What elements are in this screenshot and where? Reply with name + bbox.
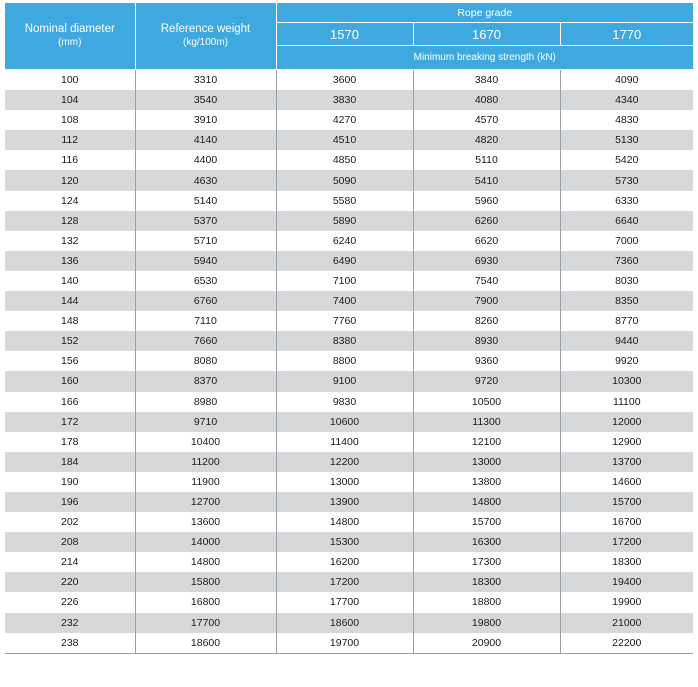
nominal-diameter-unit: (mm) (58, 37, 82, 48)
strength-1570-cell: 9830 (276, 392, 413, 412)
table-row (5, 432, 693, 452)
strength-1670-cell: 7540 (413, 271, 560, 291)
table-body (5, 70, 693, 654)
table-row (5, 211, 693, 231)
table-row (5, 452, 693, 472)
strength-1770-cell: 12000 (560, 412, 693, 432)
strength-1570-cell: 3600 (276, 70, 413, 91)
strength-1670-cell: 4570 (413, 110, 560, 130)
strength-1770-cell: 6640 (560, 211, 693, 231)
strength-1670-cell: 7900 (413, 291, 560, 311)
rope-specification-table-container (5, 3, 693, 654)
strength-1670-cell: 3840 (413, 70, 560, 91)
reference-weight-cell: 7660 (135, 331, 276, 351)
strength-1570-cell: 4510 (276, 130, 413, 150)
nominal-diameter-header (5, 3, 135, 70)
strength-1670-cell: 5110 (413, 150, 560, 170)
strength-1570-cell: 16200 (276, 552, 413, 572)
strength-1770-cell: 19400 (560, 572, 693, 592)
strength-1670-cell: 12100 (413, 432, 560, 452)
reference-weight-cell: 3310 (135, 70, 276, 91)
table-row (5, 170, 693, 190)
reference-weight-cell: 8080 (135, 351, 276, 371)
strength-1670-cell: 10500 (413, 392, 560, 412)
strength-1570-cell: 19700 (276, 633, 413, 654)
reference-weight-cell: 11900 (135, 472, 276, 492)
strength-1770-cell: 7000 (560, 231, 693, 251)
table-header (5, 3, 693, 70)
strength-1770-cell: 9440 (560, 331, 693, 351)
strength-1570-cell: 5890 (276, 211, 413, 231)
nominal-diameter-cell: 132 (5, 231, 135, 251)
nominal-diameter-cell: 214 (5, 552, 135, 572)
strength-1570-cell: 13000 (276, 472, 413, 492)
nominal-diameter-cell: 104 (5, 90, 135, 110)
nominal-diameter-cell: 144 (5, 291, 135, 311)
strength-1770-cell: 17200 (560, 532, 693, 552)
nominal-diameter-cell: 156 (5, 351, 135, 371)
strength-1770-cell: 7360 (560, 251, 693, 271)
strength-1670-cell: 9720 (413, 371, 560, 391)
strength-1770-cell: 8770 (560, 311, 693, 331)
rope-grade-header: Rope grade (276, 3, 693, 23)
nominal-diameter-cell: 128 (5, 211, 135, 231)
table-row (5, 371, 693, 391)
strength-1770-cell: 5730 (560, 170, 693, 190)
table-row (5, 291, 693, 311)
reference-weight-cell: 7110 (135, 311, 276, 331)
nominal-diameter-cell: 226 (5, 592, 135, 612)
strength-1570-cell: 5090 (276, 170, 413, 190)
reference-weight-cell: 5370 (135, 211, 276, 231)
table-row (5, 130, 693, 150)
strength-1670-cell: 20900 (413, 633, 560, 654)
reference-weight-cell: 4140 (135, 130, 276, 150)
strength-1670-cell: 8930 (413, 331, 560, 351)
table-row (5, 331, 693, 351)
table-row (5, 633, 693, 654)
strength-1670-cell: 13800 (413, 472, 560, 492)
strength-1770-cell: 22200 (560, 633, 693, 654)
strength-1770-cell: 19900 (560, 592, 693, 612)
reference-weight-cell: 3910 (135, 110, 276, 130)
nominal-diameter-cell: 116 (5, 150, 135, 170)
table-row (5, 592, 693, 612)
nominal-diameter-cell: 178 (5, 432, 135, 452)
strength-1770-cell: 21000 (560, 613, 693, 633)
table-row (5, 552, 693, 572)
nominal-diameter-cell: 232 (5, 613, 135, 633)
strength-1570-cell: 8380 (276, 331, 413, 351)
table-row (5, 231, 693, 251)
strength-1570-cell: 11400 (276, 432, 413, 452)
strength-1770-cell: 14600 (560, 472, 693, 492)
table-row (5, 311, 693, 331)
table-row (5, 613, 693, 633)
nominal-diameter-cell: 160 (5, 371, 135, 391)
strength-1570-cell: 3830 (276, 90, 413, 110)
strength-1570-cell: 6240 (276, 231, 413, 251)
strength-1770-cell: 16700 (560, 512, 693, 532)
strength-1670-cell: 6260 (413, 211, 560, 231)
reference-weight-cell: 4630 (135, 170, 276, 190)
strength-1770-cell: 13700 (560, 452, 693, 472)
rope-specification-table (5, 3, 693, 654)
reference-weight-cell: 10400 (135, 432, 276, 452)
strength-1770-cell: 10300 (560, 371, 693, 391)
strength-1570-cell: 13900 (276, 492, 413, 512)
strength-1770-cell: 15700 (560, 492, 693, 512)
strength-1670-cell: 9360 (413, 351, 560, 371)
reference-weight-cell: 14000 (135, 532, 276, 552)
nominal-diameter-cell: 120 (5, 170, 135, 190)
nominal-diameter-cell: 124 (5, 191, 135, 211)
strength-1570-cell: 14800 (276, 512, 413, 532)
strength-1570-cell: 7760 (276, 311, 413, 331)
strength-1570-cell: 5580 (276, 191, 413, 211)
nominal-diameter-cell: 152 (5, 331, 135, 351)
nominal-diameter-cell: 148 (5, 311, 135, 331)
reference-weight-cell: 3540 (135, 90, 276, 110)
strength-1770-cell: 5130 (560, 130, 693, 150)
grade-1670-header: 1670 (413, 23, 560, 46)
strength-1570-cell: 7400 (276, 291, 413, 311)
nominal-diameter-cell: 140 (5, 271, 135, 291)
table-row (5, 572, 693, 592)
nominal-diameter-cell: 202 (5, 512, 135, 532)
strength-1570-cell: 4270 (276, 110, 413, 130)
nominal-diameter-cell: 208 (5, 532, 135, 552)
strength-1670-cell: 16300 (413, 532, 560, 552)
strength-1670-cell: 18300 (413, 572, 560, 592)
table-row (5, 412, 693, 432)
nominal-diameter-cell: 136 (5, 251, 135, 271)
nominal-diameter-cell: 238 (5, 633, 135, 654)
reference-weight-cell: 5710 (135, 231, 276, 251)
strength-1770-cell: 4340 (560, 90, 693, 110)
nominal-diameter-cell: 100 (5, 70, 135, 91)
reference-weight-cell: 8980 (135, 392, 276, 412)
strength-1570-cell: 6490 (276, 251, 413, 271)
nominal-diameter-cell: 112 (5, 130, 135, 150)
strength-1570-cell: 17200 (276, 572, 413, 592)
reference-weight-cell: 14800 (135, 552, 276, 572)
strength-1770-cell: 8350 (560, 291, 693, 311)
strength-1770-cell: 6330 (560, 191, 693, 211)
reference-weight-cell: 12700 (135, 492, 276, 512)
reference-weight-cell: 17700 (135, 613, 276, 633)
strength-1670-cell: 18800 (413, 592, 560, 612)
strength-1570-cell: 9100 (276, 371, 413, 391)
strength-1670-cell: 4080 (413, 90, 560, 110)
grade-1770-header: 1770 (560, 23, 693, 46)
strength-1770-cell: 12900 (560, 432, 693, 452)
nominal-diameter-cell: 184 (5, 452, 135, 472)
table-row (5, 90, 693, 110)
nominal-diameter-cell: 172 (5, 412, 135, 432)
strength-1670-cell: 11300 (413, 412, 560, 432)
strength-1570-cell: 8800 (276, 351, 413, 371)
reference-weight-cell: 6530 (135, 271, 276, 291)
strength-1670-cell: 6620 (413, 231, 560, 251)
strength-1770-cell: 4090 (560, 70, 693, 91)
grade-1570-header: 1570 (276, 23, 413, 46)
strength-1570-cell: 4850 (276, 150, 413, 170)
strength-1670-cell: 6930 (413, 251, 560, 271)
table-row (5, 472, 693, 492)
reference-weight-cell: 5140 (135, 191, 276, 211)
reference-weight-cell: 11200 (135, 452, 276, 472)
strength-1570-cell: 7100 (276, 271, 413, 291)
table-row (5, 70, 693, 91)
reference-weight-cell: 13600 (135, 512, 276, 532)
nominal-diameter-cell: 166 (5, 392, 135, 412)
reference-weight-cell: 9710 (135, 412, 276, 432)
strength-1670-cell: 14800 (413, 492, 560, 512)
strength-1670-cell: 19800 (413, 613, 560, 633)
nominal-diameter-cell: 190 (5, 472, 135, 492)
table-row (5, 351, 693, 371)
minimum-breaking-strength-header: Minimum breaking strength (kN) (276, 46, 693, 70)
reference-weight-cell: 18600 (135, 633, 276, 654)
strength-1770-cell: 4830 (560, 110, 693, 130)
table-row (5, 251, 693, 271)
table-row (5, 150, 693, 170)
strength-1570-cell: 15300 (276, 532, 413, 552)
strength-1570-cell: 12200 (276, 452, 413, 472)
strength-1670-cell: 13000 (413, 452, 560, 472)
strength-1670-cell: 5410 (413, 170, 560, 190)
nominal-diameter-label: Nominal diameter (24, 23, 115, 35)
reference-weight-header (135, 3, 276, 70)
nominal-diameter-cell: 220 (5, 572, 135, 592)
reference-weight-cell: 8370 (135, 371, 276, 391)
strength-1770-cell: 11100 (560, 392, 693, 412)
reference-weight-cell: 16800 (135, 592, 276, 612)
nominal-diameter-cell: 108 (5, 110, 135, 130)
strength-1570-cell: 10600 (276, 412, 413, 432)
strength-1670-cell: 17300 (413, 552, 560, 572)
reference-weight-cell: 5940 (135, 251, 276, 271)
table-row (5, 191, 693, 211)
table-row (5, 110, 693, 130)
reference-weight-unit: (kg/100m) (182, 37, 228, 48)
reference-weight-cell: 4400 (135, 150, 276, 170)
nominal-diameter-cell: 196 (5, 492, 135, 512)
reference-weight-cell: 15800 (135, 572, 276, 592)
table-row (5, 532, 693, 552)
strength-1670-cell: 4820 (413, 130, 560, 150)
strength-1570-cell: 18600 (276, 613, 413, 633)
table-row (5, 512, 693, 532)
strength-1770-cell: 8030 (560, 271, 693, 291)
table-row (5, 492, 693, 512)
strength-1770-cell: 9920 (560, 351, 693, 371)
table-row (5, 392, 693, 412)
reference-weight-cell: 6760 (135, 291, 276, 311)
reference-weight-label: Reference weight (160, 23, 251, 35)
strength-1670-cell: 8260 (413, 311, 560, 331)
strength-1770-cell: 18300 (560, 552, 693, 572)
table-row (5, 271, 693, 291)
strength-1770-cell: 5420 (560, 150, 693, 170)
strength-1670-cell: 5960 (413, 191, 560, 211)
strength-1670-cell: 15700 (413, 512, 560, 532)
strength-1570-cell: 17700 (276, 592, 413, 612)
